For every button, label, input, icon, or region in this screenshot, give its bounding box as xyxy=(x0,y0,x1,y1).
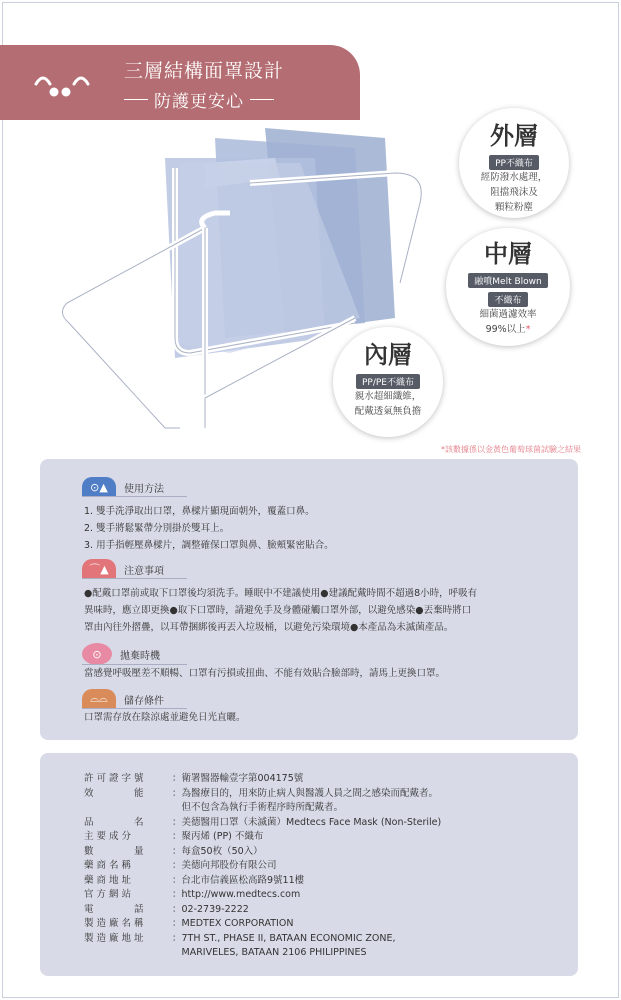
storage-text: 口罩需存放在陰涼處並避免日光直曬。 xyxy=(84,712,246,723)
spec-key: 效 能 xyxy=(84,787,147,799)
disposal-text: 當感覺呼吸壓差不順暢、口罩有污損或扭曲、不能有效貼合臉部時，請馬上更換口罩。 xyxy=(84,668,446,679)
spec-key: 製造廠地址 xyxy=(84,932,147,944)
spec-row xyxy=(84,787,441,802)
asterisk-mark: * xyxy=(525,324,531,335)
test-footnote: *該數據係以金黃色葡萄球菌試驗之結果 xyxy=(441,445,581,454)
spec-key: 許可證字號 xyxy=(84,773,147,784)
inner-layer-bubble xyxy=(333,327,443,437)
spec-row xyxy=(84,917,441,932)
usage-step: 2. 雙手將鬆緊帶分別掛於雙耳上。 xyxy=(84,523,230,534)
middle-layer-desc-2-wrap: 99%以上* xyxy=(485,324,531,335)
spec-table xyxy=(84,772,441,961)
spec-value: ：每盒50枚（50入） xyxy=(172,845,263,857)
middle-layer-bubble xyxy=(446,228,570,346)
spec-row xyxy=(84,946,441,961)
disposal-title: 拋棄時機 xyxy=(120,650,160,662)
inner-layer-desc-1: 親水超細纖維， xyxy=(354,391,422,402)
spec-row xyxy=(84,932,441,947)
spec-value: ：MEDTEX CORPORATION xyxy=(172,918,294,929)
inner-layer-tag: PP/PE不織布 xyxy=(356,374,420,389)
spec-row xyxy=(84,830,441,845)
middle-layer-tag: 融噴Melt Blown xyxy=(468,273,547,288)
spec-row xyxy=(84,874,441,889)
spec-key: 品 名 xyxy=(84,816,147,828)
outer-layer-title: 外層 xyxy=(490,122,538,150)
usage-step: 3. 用手指輕壓鼻樑片，調整確保口罩與鼻、臉頰緊密貼合。 xyxy=(84,540,334,551)
disposal-icon: ⊙ xyxy=(82,643,112,665)
usage-step: 1. 雙手洗淨取出口罩，鼻樑片顯現面朝外，覆蓋口鼻。 xyxy=(84,506,315,517)
spec-row xyxy=(84,816,441,831)
caution-header xyxy=(82,559,164,579)
middle-layer-title: 中層 xyxy=(484,240,532,268)
spec-key: 藥商地址 xyxy=(84,874,135,886)
usage-icon: ⊙▲ xyxy=(82,477,116,497)
middle-layer-desc-1: 細菌過濾效率 xyxy=(479,309,537,320)
spec-key: 電 話 xyxy=(84,903,147,915)
spec-value: ：http://www.medtecs.com xyxy=(172,889,301,900)
spec-row xyxy=(84,801,441,816)
storage-header xyxy=(82,689,164,709)
storage-icon: ⌓⌓ xyxy=(82,689,116,709)
spec-row xyxy=(84,845,441,860)
outer-layer-desc-2: 阻擋飛沫及 xyxy=(490,187,538,198)
caution-icon: ⌒▲ xyxy=(82,559,116,579)
caution-title: 注意事項 xyxy=(124,565,164,577)
spec-value: ：美德醫用口罩（未滅菌）Medtecs Face Mask (Non-Sterile) xyxy=(172,816,442,828)
caution-text: ●配戴口罩前或取下口罩後均須洗手。睡眠中不建議使用●建議配戴時間不超過8小時，呼吸有 異味時，應立即更換●取下口罩時，請避免手及身體碰觸口罩外部，以避免感染●丟棄時將口 罩由內往外摺疊，以耳帶捆綁後再丟入垃圾桶，以避免污染環境●本產品為未滅菌產品。 xyxy=(84,588,478,633)
outer-layer-desc-1: 經防潑水處理， xyxy=(480,172,548,183)
mascot-face-icon xyxy=(30,62,100,102)
spec-value: MARIVELES, BATAAN 2106 PHILIPPINES xyxy=(172,947,367,958)
spec-value: ：7TH ST., PHASE II, BATAAN ECONOMIC ZONE, xyxy=(172,932,396,944)
outer-layer-tag: PP不織布 xyxy=(489,155,539,170)
spec-key: 主要成分 xyxy=(84,831,135,842)
usage-title: 使用方法 xyxy=(124,483,164,495)
spec-value: ：美德向邦股份有限公司 xyxy=(172,860,277,871)
spec-key: 數 量 xyxy=(84,845,147,857)
spec-value: 但不包含為執行手術程序時所配戴者。 xyxy=(172,802,344,813)
storage-title: 儲存條件 xyxy=(124,695,164,707)
spec-panel xyxy=(40,753,578,976)
spec-value: ：聚丙烯 (PP) 不織布 xyxy=(172,831,264,842)
usage-header xyxy=(82,477,164,497)
instructions-panel xyxy=(40,459,578,740)
spec-key xyxy=(84,946,172,961)
spec-row xyxy=(84,888,441,903)
spec-value: ：為醫療目的，用來防止病人與醫護人員之間之感染而配戴者。 xyxy=(172,787,439,799)
spec-key: 製造廠名稱 xyxy=(84,918,147,929)
spec-value: ：衛署醫器輸壹字第004175號 xyxy=(172,773,304,784)
page-title: 三層結構面罩設計 xyxy=(124,60,285,82)
disposal-header xyxy=(82,643,160,665)
page-subtitle: 防護更安心 xyxy=(124,87,274,112)
middle-layer-tag-2: 不織布 xyxy=(488,292,527,307)
spec-key: 藥商名稱 xyxy=(84,860,135,871)
spec-row xyxy=(84,859,441,874)
inner-layer-desc-2: 配戴透氣無負擔 xyxy=(354,406,422,417)
outer-layer-desc-3: 顆粒粉塵 xyxy=(494,202,533,213)
spec-value: ：台北市信義區松高路9號11樓 xyxy=(172,874,305,886)
spec-row xyxy=(84,772,441,787)
inner-layer-title: 內層 xyxy=(364,341,412,369)
spec-row xyxy=(84,903,441,918)
spec-key xyxy=(84,801,172,816)
usage-steps xyxy=(84,503,334,554)
spec-key: 官方網站 xyxy=(84,889,135,900)
spec-value: ：02-2739-2222 xyxy=(172,903,249,915)
outer-layer-bubble xyxy=(459,108,569,218)
